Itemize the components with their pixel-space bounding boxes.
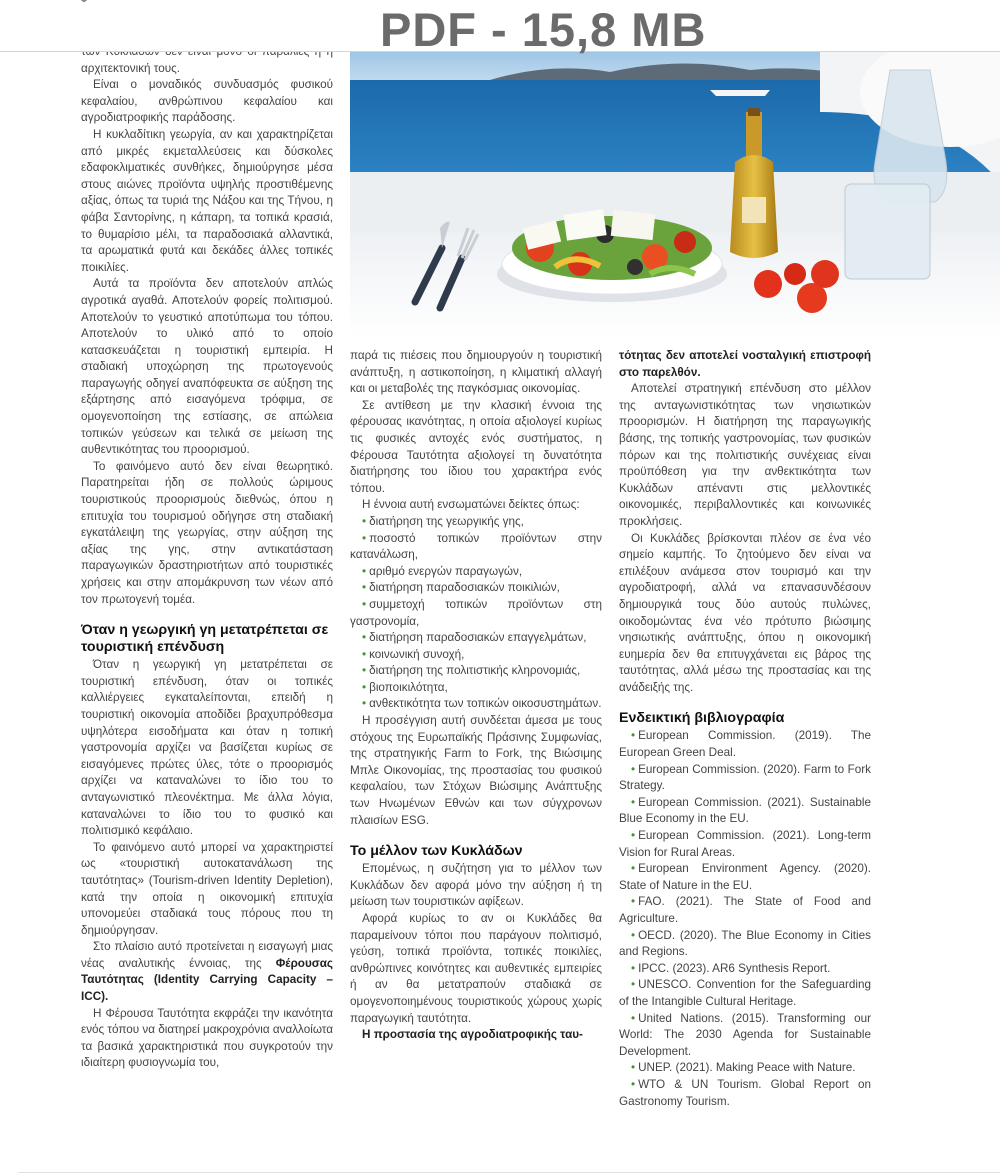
paragraph: Το φαινόμενο αυτό μπορεί να χαρακτηριστεί ως «τουριστική αυτοκατανάλωση της ταυτότητας» (Tourism-driven Identity Depletion), κατά την οποία η οικονομική επιτυχία υπονομεύει σταδιακά τους πόρους που τη δημιούργησαν. (81, 840, 333, 937)
section-heading: Το μέλλον των Κυκλάδων (350, 843, 523, 860)
bullet-icon: • (631, 862, 636, 876)
list-item-text: διατήρηση παραδοσιακών ποικιλιών, (369, 581, 560, 595)
bullet-icon: • (631, 1011, 636, 1025)
paragraph: Οι Κυκλάδες βρίσκονται πλέον σε ένα νέο σημείο καμπής. Το ζητούμενο δεν είναι να επιλέξουν ανάμεσα στον τουρισμό και την αγροδιατροφή, αλλά να επανασυνδέσουν δημιουργικά τους δύο αυτούς πυλώνες, οικοδομώντας ένα νέο πρότυπο βιώσιμης νησιωτικής ανάπτυξης, όπου η οικονομική ευημερία δεν θα επιτυγχάνεται εις βάρος της ταυτότητας, αλλά μέσω της προστασίας και της ανάδειξής της. (619, 531, 871, 694)
bullet-icon: • (362, 647, 367, 661)
bullet-icon: • (362, 531, 367, 545)
reference-item (619, 728, 871, 761)
bullet-icon: • (631, 1077, 636, 1091)
reference-item (619, 928, 871, 961)
reference-item-text: European Environment Agency. (2020). State of Nature in the EU. (619, 862, 871, 892)
paragraph: Η κυκλαδίτικη γεωργία, αν και χαρακτηρίζεται από μικρές εκμεταλλεύσεις και δύσκολες εδαφοκλιματικές συνθήκες, δημιούργησε μέσα στους αιώνες προϊόντα υψηλής προστιθέμενης αξίας, όπως τα τυριά της Νάξου και της Τήνου, η φάβα Σαντορίνης, η κάπαρη, τα τοπικά κρασιά, το θυμαρίσιο μέλι, τα παραδοσιακά αλλαντικά, τα αρωματικά φυτά και δεκάδες άλλες τοπικές ποικιλίες. (81, 127, 333, 274)
list-item (350, 564, 602, 581)
bullet-icon: • (362, 597, 367, 611)
reference-item (619, 1060, 871, 1077)
photo-illustration (350, 52, 1000, 338)
paragraph: Όταν η γεωργική γη μετατρέπεται σε τουριστική επένδυση, όταν οι τοπικές καλλιέργειες εγκαταλείπονται, επειδή η τουριστική οικονομία αποδίδει βραχυπρόθεσμα υψηλότερα εισοδήματα και όταν η τοπική γαστρονομία αρχίζει να βασίζεται κυρίως σε εισαγόμενες πρώτες ύλες, τότε ο προορισμός αρχίζει να καταναλώνει το ίδιο του το ανταγωνιστικό πλεονέκτημα. Με άλλα λόγια, καταναλώνει το ίδιο του το φυσικό και πολιτισμικό κεφάλαιο. (81, 658, 333, 838)
list-item-text: κοινωνική συνοχή, (369, 647, 465, 661)
file-size-title: PDF - 15,8 MB (380, 3, 707, 56)
list-item-text: ποσοστό τοπικών προϊόντων στην κατανάλωση, (350, 531, 602, 562)
list-item (350, 597, 602, 630)
list-item (350, 663, 602, 680)
list-item (350, 580, 602, 597)
paragraph-text: Στο πλαίσιο αυτό προτείνεται η εισαγωγή μιας νέας αναλυτικής έννοιας, της (81, 940, 333, 970)
paragraph: Αποτελεί στρατηγική επένδυση στο μέλλον της ανταγωνιστικότητας των νησιωτικών προορισμών. Η διατήρηση της παραγωγικής βάσης, της τοπικής γαστρονομίας, των φυσικών πόρων και της πολιτιστικής συνέχειας είναι προϋπόθεση για την ανθεκτικότητα των Κυκλάδων απέναντι στις μελλοντικές οικονομικές, περιβαλλοντικές και κοινωνικές προκλήσεις. (619, 382, 871, 528)
reference-item (619, 977, 871, 1010)
bullet-icon: • (631, 795, 636, 809)
bullet-icon: • (362, 581, 367, 595)
paragraph: Αφορά κυρίως το αν οι Κυκλάδες θα παραμείνουν τόποι που παράγουν πολιτισμό, γεύση, τοπικά προϊόντα, τοπικές ποικιλίες, ανθρώπινες κοινότητες και αυθεντικές εμπειρίες ή αν θα μετατραπούν σταδιακά σε ομογενοποιημένους τουριστικούς χώρους χωρίς παραγωγική ταυτότητα. (350, 912, 602, 1025)
reference-item-text: UNESCO. Convention for the Safeguarding of the Intangible Cultural Heritage. (619, 978, 871, 1008)
reference-item (619, 861, 871, 894)
list-item-text: βιοποικιλότητα, (369, 680, 448, 694)
reference-item-text: UNEP. (2021). Making Peace with Nature. (638, 1061, 856, 1075)
bullet-icon: • (362, 664, 367, 678)
reference-item-text: United Nations. (2015). Transforming our World: The 2030 Agenda for Sustainable Development. (619, 1011, 871, 1058)
bibliography-list (619, 728, 871, 1110)
paragraph: Σε αντίθεση με την κλασική έννοια της φέρουσας ικανότητας, η οποία αξιολογεί κυρίως τις φυσικές αντοχές ενός συστήματος, η Φέρουσα Ταυτότητα αξιολογεί τη δυνατότητα διατήρησης του ίδιου του χαρακτήρα ενός τόπου. (350, 398, 602, 495)
paragraph: Η έννοια αυτή ενσωματώνει δείκτες όπως: (362, 498, 580, 512)
list-item (350, 630, 602, 647)
bullet-icon: • (362, 680, 367, 694)
bullet-icon: • (631, 895, 636, 909)
paragraph: αρχιτεκτονική τους. (81, 61, 181, 75)
list-item (350, 696, 602, 713)
bullet-icon: • (362, 631, 367, 645)
list-item-text: συμμετοχή τοπικών προϊόντων στη γαστρονομία, (350, 597, 602, 628)
bullet-icon: • (631, 762, 636, 776)
page-edge (18, 1172, 1000, 1173)
list-item-text: ανθεκτικότητα των τοπικών οικοσυστημάτων. (369, 697, 602, 711)
list-item (350, 647, 602, 664)
bullet-icon: • (631, 928, 636, 942)
text-column-1 (81, 44, 333, 1072)
bold-text: Η προστασία της αγροδιατροφικής ταυ- (362, 1028, 583, 1042)
list-item (350, 514, 602, 531)
reference-item-text: IPCC. (2023). AR6 Synthesis Report. (638, 961, 831, 975)
paragraph: Η Φέρουσα Ταυτότητα εκφράζει την ικανότητα ενός τόπου να διατηρεί μακροχρόνια αναλλοίωτα τα βασικά χαρακτηριστικά που συγκροτούν την ιδιαίτερη φυσιογνωμία του, (81, 1006, 333, 1070)
bullet-icon: • (362, 697, 367, 711)
reference-item (619, 894, 871, 927)
bold-term: Φέρουσας Ταυτότητας (Identity Carrying Capacity – ICC). (81, 956, 333, 1004)
reference-item (619, 762, 871, 795)
reference-item (619, 1077, 871, 1110)
reference-item-text: European Commission. (2021). Long-term Vision for Rural Areas. (619, 829, 871, 859)
reference-item (619, 795, 871, 828)
reference-item (619, 1011, 871, 1061)
list-item-text: διατήρηση της πολιτιστικής κληρονομιάς, (369, 664, 581, 678)
reference-item-text: European Commission. (2020). Farm to Fork Strategy. (619, 762, 871, 793)
reference-item-text: European Commission. (2019). The European Green Deal. (619, 729, 871, 760)
viewer-top-bar (0, 0, 1000, 56)
reference-item (619, 961, 871, 978)
section-heading: Όταν η γεωργική γη μετατρέπεται σε τουριστική επένδυση (81, 622, 329, 656)
text-column-3 (619, 348, 871, 1110)
bullet-icon: • (631, 978, 636, 992)
paragraph: Η προσέγγιση αυτή συνδέεται άμεσα με τους στόχους της Ευρωπαϊκής Πράσινης Συμφωνίας, της στρατηγικής Farm to Fork, της Βιώσιμης Μπλε Οικονομίας, της προστασίας του φυσικού κεφαλαίου, των Στόχων Βιώσιμης Ανάπτυξης των Ηνωμένων Εθνών και των σύγχρονων πλαισίων ESG. (350, 714, 602, 827)
bold-text: τότητας δεν αποτελεί νοσταλγική επιστροφή στο παρελθόν. (619, 349, 871, 379)
paragraph (619, 348, 871, 381)
reference-item-text: FAO. (2021). The State of Food and Agriculture. (619, 895, 871, 925)
bullet-icon: • (362, 514, 367, 528)
bullet-icon: • (631, 1061, 636, 1075)
reference-item-text: OECD. (2020). The Blue Economy in Cities and Regions. (619, 928, 871, 959)
bullet-icon: • (362, 564, 367, 578)
reference-item-text: WTO & UN Tourism. Global Report on Gastronomy Tourism. (619, 1077, 871, 1108)
text-column-2 (350, 348, 602, 1044)
close-icon[interactable] (58, 0, 110, 16)
list-item-text: διατήρηση παραδοσιακών επαγγελμάτων, (369, 631, 587, 645)
santorini-table-photo (350, 52, 1000, 338)
paragraph: Είναι ο μοναδικός συνδυασμός φυσικού κεφαλαίου, ανθρώπινου κεφαλαίου και αγροδιατροφικής παράδοσης. (81, 78, 333, 125)
bullet-icon: • (631, 961, 636, 975)
bullet-icon: • (631, 829, 636, 843)
bibliography-heading: Ενδεικτική βιβλιογραφία (619, 710, 785, 727)
paragraph (350, 1027, 602, 1044)
list-item (350, 531, 602, 564)
paragraph: Επομένως, η συζήτηση για το μέλλον των Κυκλάδων δεν αφορά μόνο την αύξηση ή τη μείωση των τουριστικών αφίξεων. (350, 862, 602, 909)
paragraph: Το φαινόμενο αυτό δεν είναι θεωρητικό. Παρατηρείται ήδη σε πολλούς ώριμους τουριστικούς προορισμούς διεθνώς, όπου η επιτυχία του τουρισμού οδήγησε στη σταδιακή εγκατάλειψη της γεωργίας, στην αύξηση της αξίας της γης, στην αντικατάσταση παραγωγικών δραστηριοτήτων από τουριστικές χρήσεις και στην απομάκρυνση των νέων από τον πρωτογενή τομέα. (81, 459, 333, 606)
reference-item-text: European Commission. (2021). Sustainable Blue Economy in the EU. (619, 795, 871, 826)
list-item-text: διατήρηση της γεωργικής γης, (369, 514, 524, 528)
reference-item (619, 828, 871, 861)
bullet-icon: • (631, 729, 636, 743)
indicator-list (350, 514, 602, 713)
paragraph: παρά τις πιέσεις που δημιουργούν η τουριστική ανάπτυξη, η αστικοποίηση, η κλιματική αλλαγή και οι μεταβολές της παγκόσμιας οικονομίας. (350, 349, 602, 396)
paragraph: Αυτά τα προϊόντα δεν αποτελούν απλώς αγροτικά αγαθά. Αποτελούν φορείς πολιτισμού. Αποτελούν το γευστικό αποτύπωμα του τόπου. Αποτελούν το υλικό από το οποίο κατασκευάζεται η τουριστική εμπειρία. Η σταδιακή υποχώρηση της πρωτογενούς παραγωγής οδηγεί αναπόφευκτα σε αύξηση της εξάρτησης από εισαγόμενα τρόφιμα, σε ομογενοποίηση της εστίασης, σε απώλεια τοπικών γεύσεων και τελικά σε μείωση της αυθεντικότητας του προορισμού. (81, 277, 333, 457)
list-item-text: αριθμό ενεργών παραγωγών, (369, 564, 523, 578)
paragraph (81, 939, 333, 1005)
list-item (350, 680, 602, 697)
